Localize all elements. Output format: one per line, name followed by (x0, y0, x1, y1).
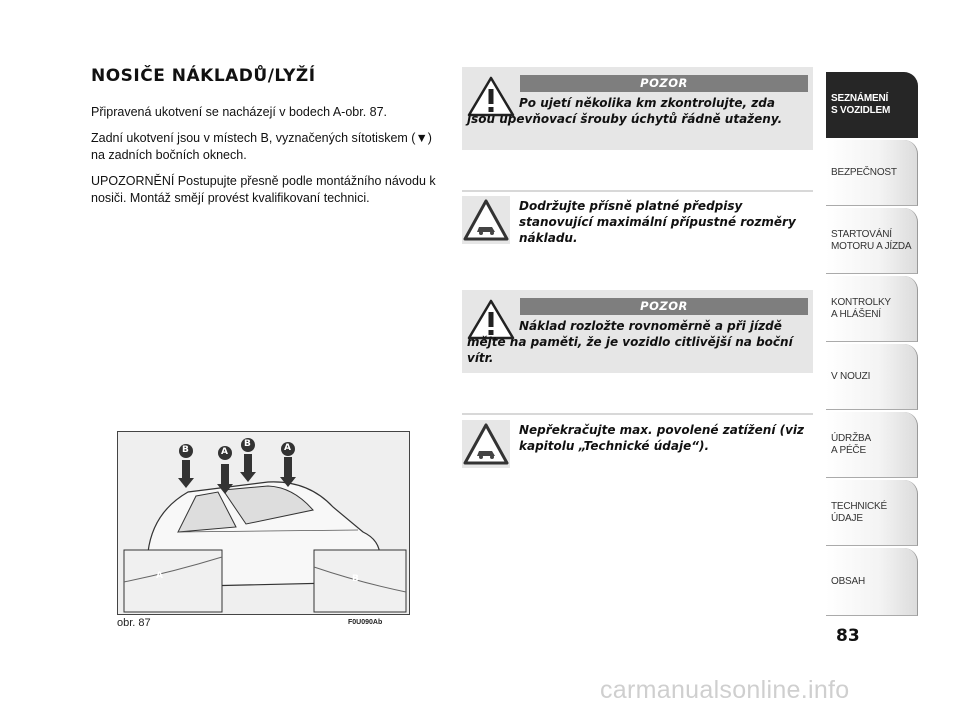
note-text-2: Nepřekračujte max. povolené zatížení (viz kapitolu „Technické údaje“). (519, 423, 805, 453)
tab-seznameni[interactable]: SEZNÁMENÍ S VOZIDLEM (826, 72, 918, 138)
page-number: 83 (836, 626, 860, 646)
figure-code: F0U090Ab (348, 619, 383, 626)
figure-inset-label-b: B (352, 574, 359, 584)
warning-text-2: Náklad rozložte rovnoměrně a při jízdě mějte na paměti, že je vozidlo citlivější na boční vítr. (467, 319, 793, 365)
tab-technicke-udaje[interactable]: TECHNICKÉ ÚDAJE (826, 480, 918, 546)
warning-box-2 (462, 290, 813, 373)
car-triangle-icon (462, 196, 510, 244)
page-title: NOSIČE NÁKLADŮ/LYŽÍ (91, 66, 316, 86)
tab-kontrolky[interactable]: KONTROLKY A HLÁŠENÍ (826, 276, 918, 342)
paragraph-upozorneni: UPOZORNĚNÍ Postupujte přesně podle montážního návodu k nosiči. Montáž smějí provést kvalifikovaní technici. (91, 174, 436, 205)
warning-box-1 (462, 67, 813, 150)
tab-obsah[interactable]: OBSAH (826, 548, 918, 616)
car-roof-rack-illustration (118, 432, 409, 614)
watermark: carmanualsonline.info (600, 676, 850, 704)
tab-startovani[interactable]: STARTOVÁNÍ MOTORU A JÍZDA (826, 208, 918, 274)
paragraph-rear-anchors: Zadní ukotvení jsou v místech B, vyznačených sítotiskem (▼) na zadních bočních oknech. (91, 131, 432, 162)
figure-label-b2: B (244, 439, 251, 449)
paragraph-anchor-points: Připravená ukotvení se nacházejí v bodech A-obr. 87. (91, 105, 388, 119)
figure-inset-label-a: A (156, 571, 163, 581)
divider (462, 190, 813, 192)
note-text-1: Dodržujte přísně platné předpisy stanovující maximální přípustné rozměry nákladu. (519, 199, 796, 245)
figure-label-a2: A (284, 443, 291, 453)
figure-label-b1: B (182, 445, 189, 455)
tab-v-nouzi[interactable]: V NOUZI (826, 344, 918, 410)
figure-caption: obr. 87 (117, 617, 151, 629)
figure-roof-rack (117, 431, 410, 615)
warning-text-1: Po ujetí několika km zkontrolujte, zda jsou upevňovací šrouby úchytů řádně utaženy. (467, 96, 783, 126)
tab-udrzba[interactable]: ÚDRŽBA A PÉČE (826, 412, 918, 478)
tab-bezpecnost[interactable]: BEZPEČNOST (826, 140, 918, 206)
divider (462, 413, 813, 415)
pozor-header-2: POZOR (520, 298, 808, 315)
figure-label-a1: A (221, 447, 228, 457)
car-triangle-icon (462, 420, 510, 468)
pozor-header-1: POZOR (520, 75, 808, 92)
